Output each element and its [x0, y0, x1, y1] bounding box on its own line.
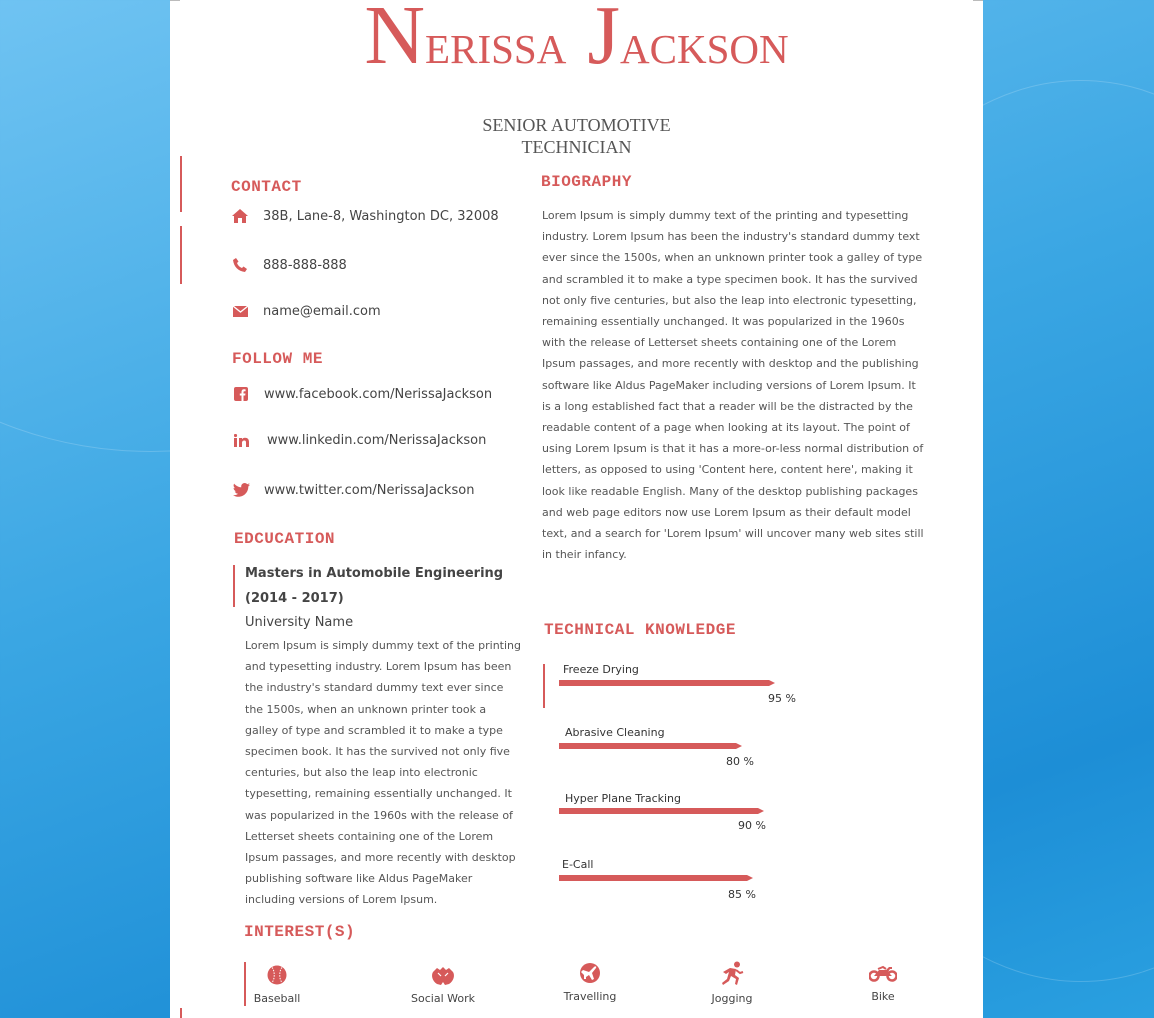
skills-heading: TECHNICAL KNOWLEDGE [544, 621, 736, 639]
bio-line: software like Aldus PageMaker including versions of Lorem Ipsum. It [542, 378, 916, 392]
edu-line: including versions of Lorem Ipsum. [245, 893, 438, 907]
accent-bar [180, 1008, 182, 1018]
interest-label: Social Work [411, 992, 475, 1005]
skill-bar [559, 875, 747, 881]
biography-heading: BIOGRAPHY [541, 173, 632, 191]
phone-icon [231, 256, 249, 274]
skill-bar [559, 743, 736, 749]
bio-line: text, and a search for 'Lorem Ipsum' will uncover many web sites still [542, 527, 924, 541]
interest-label: Jogging [711, 992, 753, 1005]
bio-line: letters, as opposed to using 'Content here, content here', making it [542, 463, 913, 477]
edu-line: Letterset sheets containing one of the Lorem [245, 829, 494, 843]
skill-percent: 90 % [738, 819, 766, 832]
edu-line: centuries, but also the leap into electronic [245, 766, 478, 780]
skill-bar [559, 680, 769, 686]
edu-line: and typesetting industry. Lorem Ipsum has been [245, 660, 512, 674]
bio-line: is a long established fact that a reader will be the distracted by the [542, 399, 913, 413]
accent-bar [180, 156, 182, 212]
bio-line: readable content of a page when looking at its layout. The point of [542, 421, 910, 435]
education-heading: EDCUCATION [234, 530, 336, 548]
contact-heading: CONTACT [231, 178, 302, 196]
skill-percent: 95 % [768, 692, 796, 705]
interest-travelling [545, 956, 635, 1003]
contact-address [231, 207, 499, 225]
interest-label: Baseball [253, 992, 301, 1005]
edu-line: was popularized in the 1960s with the release of [245, 808, 513, 822]
interest-baseball [232, 958, 322, 1005]
bio-line: look like readable English. Many of the desktop publishing packages [542, 484, 918, 498]
linkedin-link[interactable]: www.linkedin.com/NerissaJackson [267, 432, 487, 448]
interest-jogging [687, 958, 777, 1005]
bio-line: not only five centuries, but also the leap into electronic typesetting, [542, 293, 917, 307]
edu-line: publishing software like Aldus PageMaker [245, 872, 473, 886]
bio-line: and scrambled it to make a type specimen book. It has the survived [542, 272, 918, 286]
biography-text [542, 205, 942, 565]
interest-label: Bike [871, 990, 895, 1003]
facebook-icon [232, 385, 250, 403]
interests-heading: INTEREST(S) [244, 923, 356, 941]
skill-label: Abrasive Cleaning [565, 726, 665, 739]
edu-line: Ipsum passages, and more recently with desktop [245, 851, 516, 865]
university-name: University Name [245, 615, 354, 630]
bio-line: industry. Lorem Ipsum has been the industry's standard dummy text [542, 230, 920, 244]
bio-line: ever since the 1500s, when an unknown printer took a galley of type [542, 251, 923, 265]
skill-percent: 80 % [726, 755, 754, 768]
accent-bar [233, 565, 235, 607]
edu-line: the industry's standard dummy text ever since [245, 681, 504, 695]
degree-title: Masters in Automobile Engineering (2014 - 2017) [245, 566, 504, 606]
follow-twitter [232, 481, 474, 499]
skill-label: Hyper Plane Tracking [565, 792, 682, 805]
edu-line: typesetting, remaining essentially unchanged. It [245, 787, 512, 801]
skill-bar [559, 808, 758, 814]
edu-line: Lorem Ipsum is simply dummy text of the printing [245, 639, 521, 652]
bio-line: remaining essentially unchanged. It was popularized in the 1960s [542, 315, 905, 329]
twitter-link[interactable]: www.twitter.com/NerissaJackson [264, 482, 475, 498]
facebook-link[interactable]: www.facebook.com/NerissaJackson [264, 386, 493, 402]
edu-line: specimen book. It has the survived not only five [245, 745, 510, 759]
resume-page [170, 0, 983, 1018]
skill-label: Freeze Drying [563, 663, 639, 676]
travelling-icon [545, 956, 635, 990]
bio-line: and web page editors now use Lorem Ipsum as their default model [542, 505, 911, 519]
edu-line: galley of type and scrambled it to make a type [245, 723, 503, 737]
follow-facebook [232, 385, 492, 403]
candidate-name: Nerissa Jackson [364, 0, 789, 82]
email-text[interactable]: name@email.com [263, 303, 381, 319]
follow-linkedin [232, 431, 486, 449]
bio-line: in their infancy. [542, 548, 627, 562]
phone-text: 888-888-888 [263, 257, 347, 273]
linkedin-icon [232, 431, 250, 449]
follow-heading: FOLLOW ME [232, 350, 323, 368]
interest-bike [838, 956, 928, 1003]
envelope-icon [231, 302, 249, 320]
twitter-icon [232, 481, 250, 499]
jogging-icon [687, 958, 777, 992]
social-work-icon [398, 958, 488, 992]
bio-line: using Lorem Ipsum is that it has a more-or-less normal distribution of [542, 442, 924, 456]
address-text: 38B, Lane-8, Washington DC, 32008 [263, 208, 499, 224]
interest-social-work [398, 958, 488, 1005]
skill-label: E-Call [562, 858, 594, 871]
accent-bar [180, 226, 182, 284]
job-title: SENIOR AUTOMOTIVE TECHNICIAN [482, 115, 671, 157]
baseball-icon [232, 958, 322, 992]
bio-line: with the release of Letterset sheets containing one of the Lorem [542, 336, 897, 350]
bio-line: Lorem Ipsum is simply dummy text of the printing and typesetting [542, 209, 909, 222]
home-icon [231, 207, 249, 225]
contact-email [231, 302, 381, 320]
edu-line: the 1500s, when an unknown printer took a [245, 702, 487, 716]
education-description [245, 635, 525, 911]
bio-line: Ipsum passages, and more recently with desktop and the publishing [542, 357, 919, 371]
skill-percent: 85 % [728, 888, 756, 901]
contact-phone [231, 256, 347, 274]
accent-bar [543, 664, 545, 708]
interest-label: Travelling [563, 990, 617, 1003]
bike-icon [838, 956, 928, 990]
